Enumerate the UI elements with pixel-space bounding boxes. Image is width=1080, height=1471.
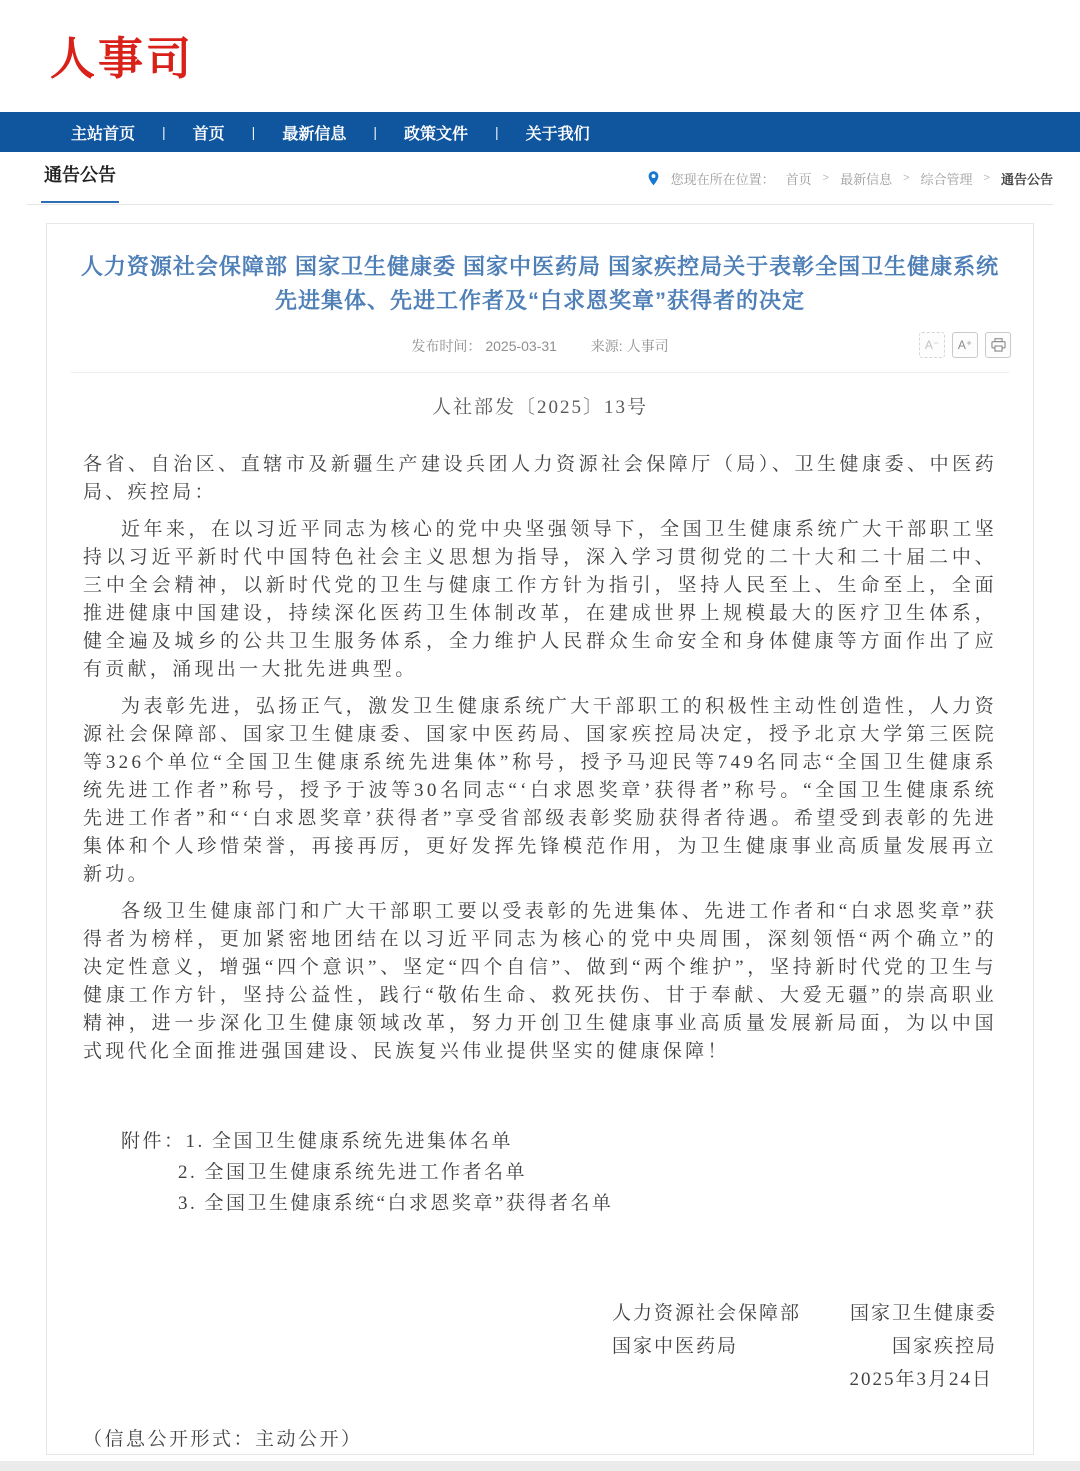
document-body	[47, 451, 1033, 1454]
publish-time-label: 发布时间：	[411, 338, 482, 354]
breadcrumb-separator: >	[983, 172, 990, 184]
attachments-label: 附件：	[121, 1131, 186, 1152]
article-title-line1: 人力资源社会保障部 国家卫生健康委 国家中医药局 国家疾控局关于表彰全国卫生健康系统	[80, 254, 1000, 279]
printer-icon	[991, 338, 1006, 352]
nav-item-main-home[interactable]: 主站首页	[71, 125, 136, 143]
signature-date: 2025年3月24日	[849, 1369, 993, 1390]
font-decrease-button[interactable]: A⁻	[919, 332, 945, 358]
signature-row	[612, 1297, 997, 1330]
signature-org: 国家疾控局	[891, 1336, 997, 1357]
site-header	[0, 0, 1080, 112]
source-label: 来源:	[590, 338, 623, 354]
nav-item-policy-documents[interactable]: 政策文件	[403, 125, 468, 143]
breadcrumb-home[interactable]: 首页	[785, 171, 812, 187]
nav-separator: |	[373, 124, 377, 140]
attachments	[83, 1126, 997, 1219]
nav-item-latest-news[interactable]: 最新信息	[282, 125, 347, 143]
breadcrumb-latest-news[interactable]: 最新信息	[840, 171, 893, 187]
breadcrumb-label: 您现在所在位置：	[670, 171, 775, 187]
print-button[interactable]	[985, 332, 1011, 358]
signature-row	[612, 1330, 997, 1363]
signature-org: 人力资源社会保障部	[612, 1303, 802, 1324]
breadcrumb	[647, 152, 1053, 204]
section-title: 通告公告	[41, 161, 119, 203]
breadcrumb-general-management[interactable]: 综合管理	[920, 171, 973, 187]
attachment-line-2: 2. 全国卫生健康系统先进工作者名单	[178, 1162, 528, 1183]
meta-divider	[71, 372, 1009, 373]
main-nav	[0, 112, 1080, 152]
source-value: 人事司	[626, 338, 669, 354]
nav-item-about-us[interactable]: 关于我们	[525, 125, 590, 143]
breadcrumb-row	[27, 152, 1053, 205]
signature-block	[612, 1297, 997, 1396]
disclosure-note: （信息公开形式：主动公开）	[83, 1429, 363, 1450]
article-tools	[919, 332, 1011, 358]
article-container	[46, 223, 1034, 1455]
bottom-strip	[0, 1461, 1080, 1471]
breadcrumb-current: 通告公告	[1000, 171, 1053, 187]
nav-separator: |	[162, 124, 166, 140]
article-title-line2: 先进集体、先进工作者及“白求恩奖章”获得者的决定	[274, 288, 805, 313]
attachment-line-3: 3. 全国卫生健康系统“白求恩奖章”获得者名单	[178, 1193, 614, 1214]
article-title	[47, 250, 1033, 318]
site-logo[interactable]: 人事司	[50, 33, 195, 84]
breadcrumb-separator: >	[903, 172, 910, 184]
document-number: 人社部发〔2025〕13号	[431, 397, 648, 418]
paragraph: 各级卫生健康部门和广大干部职工要以受表彰的先进集体、先进工作者和“白求恩奖章”获得者为榜样，更加紧密地团结在以习近平同志为核心的党中央周围，深刻领悟“两个确立”的决定性意义，增强“四个意识”、坚定“四个自信”、做到“两个维护”，坚持新时代党的卫生与健康工作方针，坚持公益性，践行“敬佑生命、救死扶伤、甘于奉献、大爱无疆”的崇高职业精神，进一步深化卫生健康领域改革，努力开创卫生健康事业高质量发展新局面，为以中国式现代化全面推进强国建设、民族复兴伟业提供坚实的健康保障！	[83, 901, 997, 1062]
breadcrumb-separator: >	[822, 172, 830, 184]
signature-org: 国家中医药局	[612, 1336, 739, 1357]
nav-separator: |	[494, 124, 499, 140]
paragraph: 近年来，在以习近平同志为核心的党中央坚强领导下，全国卫生健康系统广大干部职工坚持以习近平新时代中国特色社会主义思想为指导，深入学习贯彻党的二十大和二十届二中、三中全会精神，以新时代党的卫生与健康工作方针为指引，坚持人民至上、生命至上，全面推进健康中国建设，持续深化医药卫生体制改革，在建成世界上规模最大的医疗卫生体系，健全遍及城乡的公共卫生服务体系，全力维护人民群众生命安全和身体健康等方面作出了应有贡献，涌现出一大批先进典型。	[83, 519, 997, 680]
location-pin-icon	[647, 171, 660, 186]
signature-org: 国家卫生健康委	[849, 1303, 997, 1324]
nav-separator: |	[251, 124, 256, 140]
salutation: 各省、自治区、直辖市及新疆生产建设兵团人力资源社会保障厅（局）、卫生健康委、中医药局、疾控局：	[83, 454, 997, 503]
font-increase-button[interactable]: A⁺	[952, 332, 978, 358]
attachment-item: 1. 全国卫生健康系统先进集体名单	[185, 1131, 514, 1152]
attachment-line-1	[121, 1126, 997, 1157]
paragraph: 为表彰先进，弘扬正气，激发卫生健康系统广大干部职工的积极性主动性创造性，人力资源社会保障部、国家卫生健康委、国家中医药局、国家疾控局决定，授予北京大学第三医院等326个单位“全国卫生健康系统先进集体”称号，授予马迎民等749名同志“全国卫生健康系统先进工作者”称号，授予于波等30名同志“‘白求恩奖章’获得者”称号。“全国卫生健康系统先进工作者”和“‘白求恩奖章’获得者”享受省部级表彰奖励获得者待遇。希望受到表彰的先进集体和个人珍惜荣誉，再接再厉，更好发挥先锋模范作用，为卫生健康事业高质量发展再立新功。	[83, 696, 997, 885]
article-meta	[47, 332, 1033, 364]
publish-time-value: 2025-03-31	[485, 338, 557, 354]
nav-item-home[interactable]: 首页	[192, 125, 225, 143]
